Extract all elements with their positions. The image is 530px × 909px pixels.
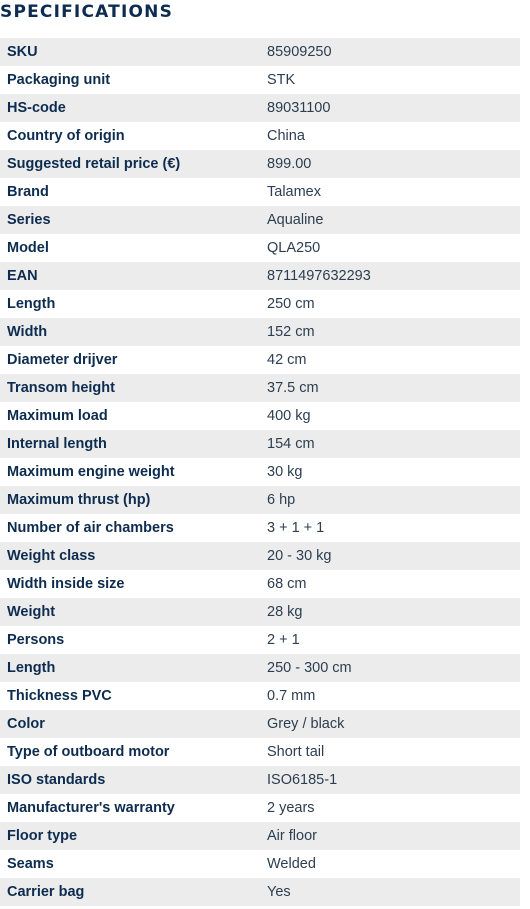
spec-value: 154 cm: [267, 436, 315, 452]
spec-label: Number of air chambers: [7, 520, 174, 536]
spec-label: SKU: [7, 44, 38, 60]
spec-row: [0, 234, 520, 262]
spec-label: Packaging unit: [7, 72, 111, 88]
spec-value: 28 kg: [267, 604, 303, 620]
spec-label: Width: [7, 324, 48, 340]
spec-row: [0, 766, 520, 794]
spec-value: Yes: [267, 884, 291, 900]
spec-label: Width inside size: [7, 576, 125, 592]
spec-label: Transom height: [7, 380, 115, 396]
spec-row: [0, 66, 520, 94]
spec-label: EAN: [7, 268, 38, 284]
spec-row: [0, 402, 520, 430]
spec-label: Persons: [7, 632, 65, 648]
spec-row: [0, 318, 520, 346]
spec-value: Talamex: [267, 184, 321, 200]
spec-label: Suggested retail price (€): [7, 156, 181, 172]
spec-row: [0, 150, 520, 178]
spec-label: HS-code: [7, 100, 66, 116]
spec-label: Length: [7, 296, 56, 312]
spec-value: 6 hp: [267, 492, 296, 508]
spec-value: 0.7 mm: [267, 688, 316, 704]
spec-label: Maximum thrust (hp): [7, 492, 151, 508]
spec-value: STK: [267, 72, 296, 88]
spec-row: [0, 430, 520, 458]
spec-row: [0, 542, 520, 570]
spec-value: Welded: [267, 856, 316, 872]
spec-row: [0, 458, 520, 486]
spec-value: ISO6185-1: [267, 772, 338, 788]
spec-label: Diameter drijver: [7, 352, 118, 368]
spec-value: 400 kg: [267, 408, 311, 424]
spec-value: 3 + 1 + 1: [267, 520, 325, 536]
spec-row: [0, 206, 520, 234]
spec-row: [0, 822, 520, 850]
spec-value: 152 cm: [267, 324, 315, 340]
spec-label: Internal length: [7, 436, 107, 452]
spec-label: Series: [7, 212, 51, 228]
spec-value: 8711497632293: [267, 268, 371, 284]
spec-value: 20 - 30 kg: [267, 548, 332, 564]
spec-value: 250 cm: [267, 296, 315, 312]
spec-value: 2 + 1: [267, 632, 300, 648]
spec-value: 85909250: [267, 44, 332, 60]
spec-label: Country of origin: [7, 128, 125, 144]
specifications-table: [0, 38, 520, 906]
spec-label: Weight class: [7, 548, 96, 564]
spec-value: 68 cm: [267, 576, 307, 592]
spec-row: [0, 290, 520, 318]
spec-value: Air floor: [267, 828, 317, 844]
spec-row: [0, 682, 520, 710]
spec-label: Carrier bag: [7, 884, 85, 900]
spec-value: 30 kg: [267, 464, 303, 480]
spec-row: [0, 794, 520, 822]
spec-label: Floor type: [7, 828, 78, 844]
spec-label: Manufacturer's warranty: [7, 800, 175, 816]
spec-row: [0, 738, 520, 766]
spec-value: Grey / black: [267, 716, 345, 732]
spec-row: [0, 710, 520, 738]
spec-row: [0, 94, 520, 122]
spec-value: QLA250: [267, 240, 321, 256]
spec-value: Aqualine: [267, 212, 324, 228]
spec-label: Length: [7, 660, 56, 676]
spec-label: Model: [7, 240, 49, 256]
spec-row: [0, 514, 520, 542]
spec-label: Maximum load: [7, 408, 108, 424]
spec-label: Maximum engine weight: [7, 464, 175, 480]
spec-value: 250 - 300 cm: [267, 660, 352, 676]
spec-row: [0, 38, 520, 66]
spec-row: [0, 850, 520, 878]
spec-row: [0, 598, 520, 626]
spec-row: [0, 626, 520, 654]
spec-value: 899.00: [267, 156, 312, 172]
spec-value: Short tail: [267, 744, 325, 760]
spec-label: Thickness PVC: [7, 688, 112, 704]
spec-label: Type of outboard motor: [7, 744, 170, 760]
spec-row: [0, 878, 520, 906]
spec-row: [0, 486, 520, 514]
spec-label: Weight: [7, 604, 56, 620]
spec-value: 2 years: [267, 800, 315, 816]
spec-row: [0, 570, 520, 598]
spec-row: [0, 346, 520, 374]
spec-row: [0, 178, 520, 206]
spec-value: 89031100: [267, 100, 331, 116]
spec-label: Seams: [7, 856, 54, 872]
section-heading: SPECIFICATIONS: [0, 2, 174, 22]
spec-row: [0, 374, 520, 402]
spec-value: 37.5 cm: [267, 380, 319, 396]
spec-row: [0, 262, 520, 290]
spec-label: Brand: [7, 184, 49, 200]
spec-value: China: [267, 128, 305, 144]
spec-label: Color: [7, 716, 45, 732]
spec-value: 42 cm: [267, 352, 307, 368]
spec-row: [0, 122, 520, 150]
spec-label: ISO standards: [7, 772, 106, 788]
spec-row: [0, 654, 520, 682]
